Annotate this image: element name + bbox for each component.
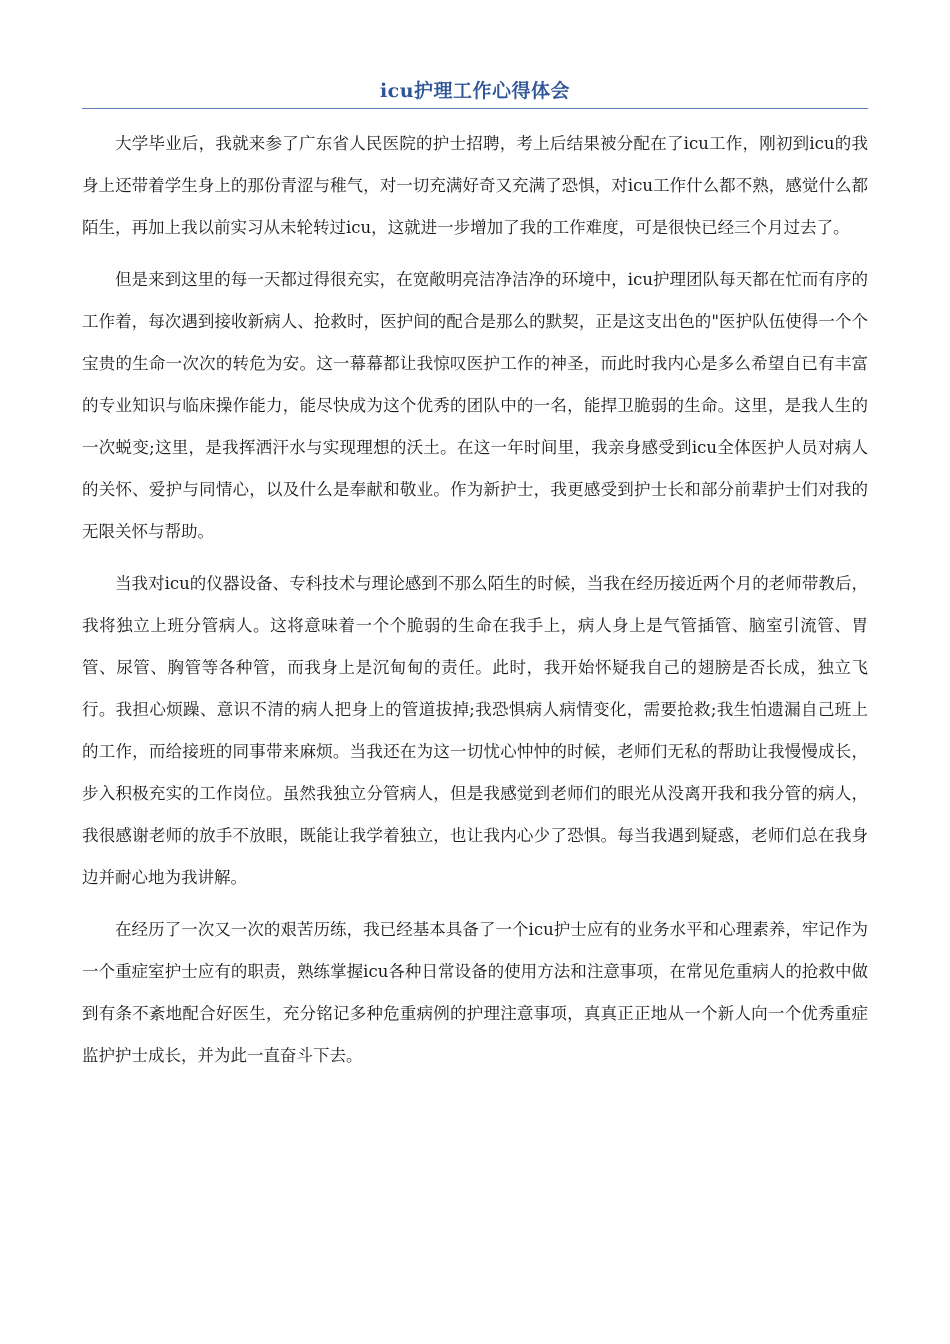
document-body	[82, 123, 868, 1077]
page-title: icu护理工作心得体会	[82, 78, 868, 109]
paragraph-1: 大学毕业后，我就来参了广东省人民医院的护士招聘，考上后结果被分配在了icu工作，刚初到icu的我身上还带着学生身上的那份青涩与稚气，对一切充满好奇又充满了恐惧，对icu工作什么都不熟，感觉什么都陌生，再加上我以前实习从未轮转过icu，这就进一步增加了我的工作难度，可是很快已经三个月过去了。	[82, 134, 868, 237]
paragraph-2: 但是来到这里的每一天都过得很充实，在宽敞明亮洁净洁净的环境中，icu护理团队每天都在忙而有序的工作着，每次遇到接收新病人、抢救时，医护间的配合是那么的默契，正是这支出色的"医护队伍使得一个个宝贵的生命一次次的转危为安。这一幕幕都让我惊叹医护工作的神圣，而此时我内心是多么希望自已有丰富的专业知识与临床操作能力，能尽快成为这个优秀的团队中的一名，能捍卫脆弱的生命。这里，是我人生的一次蜕变;这里，是我挥洒汗水与实现理想的沃土。在这一年时间里，我亲身感受到icu全体医护人员对病人的关怀、爱护与同情心，以及什么是奉献和敬业。作为新护士，我更感受到护士长和部分前辈护士们对我的无限关怀与帮助。	[82, 270, 868, 541]
paragraph-3: 当我对icu的仪器设备、专科技术与理论感到不那么陌生的时候，当我在经历接近两个月的老师带教后，我将独立上班分管病人。这将意味着一个个脆弱的生命在我手上，病人身上是气管插管、脑室引流管、胃管、尿管、胸管等各种管，而我身上是沉甸甸的责任。此时，我开始怀疑我自己的翅膀是否长成，独立飞行。我担心烦躁、意识不清的病人把身上的管道拔掉;我恐惧病人病情变化，需要抢救;我生怕遗漏自己班上的工作，而给接班的同事带来麻烦。当我还在为这一切忧心忡忡的时候，老师们无私的帮助让我慢慢成长，步入积极充实的工作岗位。虽然我独立分管病人，但是我感觉到老师们的眼光从没离开我和我分管的病人，我很感谢老师的放手不放眼，既能让我学着独立，也让我内心少了恐惧。每当我遇到疑惑，老师们总在我身边并耐心地为我讲解。	[82, 574, 868, 887]
document-page	[82, 78, 868, 1087]
paragraph-4: 在经历了一次又一次的艰苦历练，我已经基本具备了一个icu护士应有的业务水平和心理素养，牢记作为一个重症室护士应有的职责，熟练掌握icu各种日常设备的使用方法和注意事项，在常见危重病人的抢救中做到有条不紊地配合好医生，充分铭记多种危重病例的护理注意事项，真真正正地从一个新人向一个优秀重症监护护士成长，并为此一直奋斗下去。	[82, 920, 868, 1065]
